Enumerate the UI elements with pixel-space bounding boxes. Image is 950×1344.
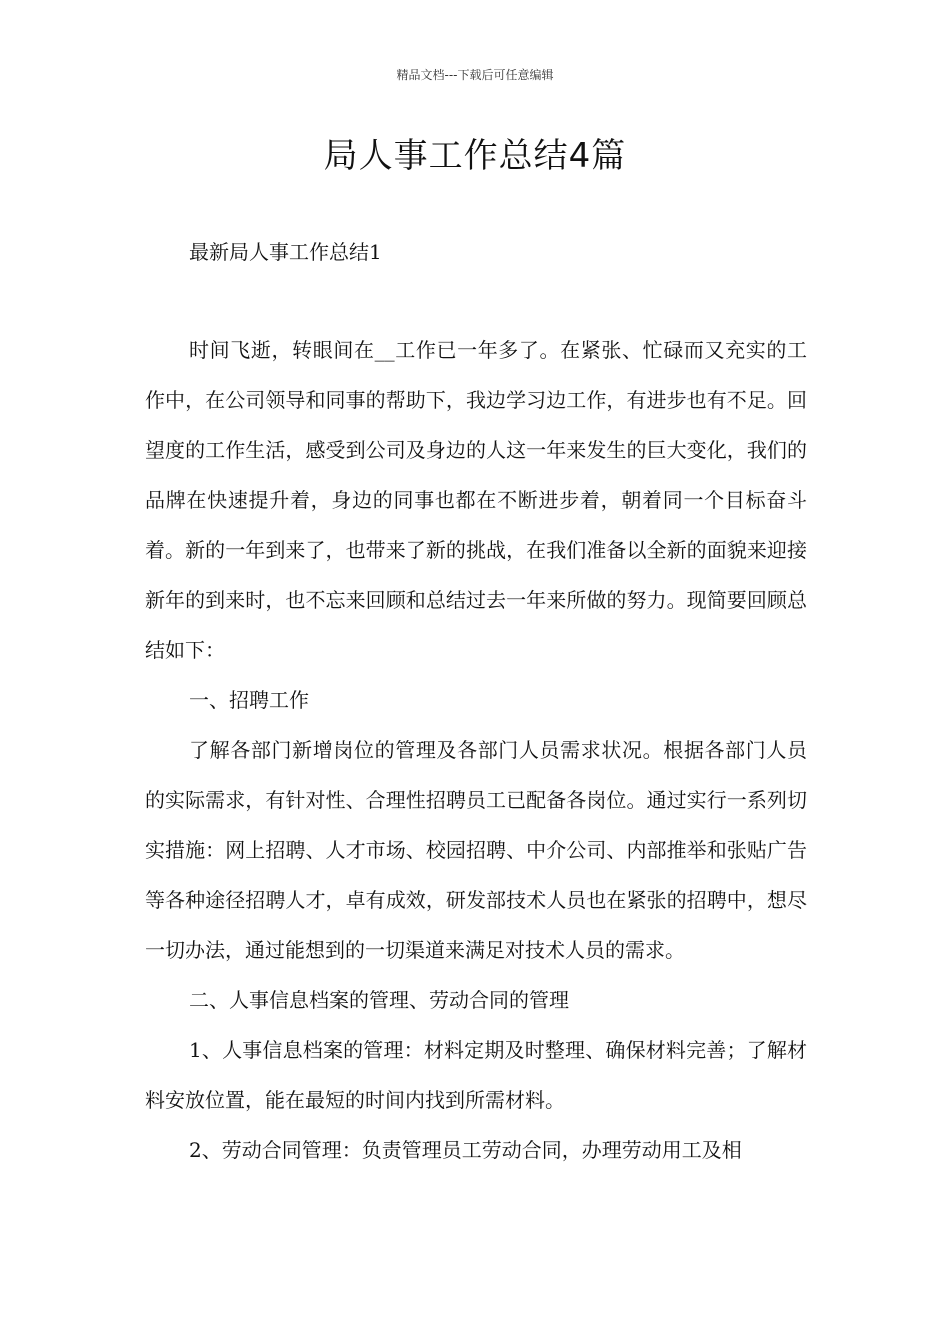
paragraph-contracts: 2、劳动合同管理：负责管理员工劳动合同，办理劳动用工及相 xyxy=(189,1138,742,1162)
section-subtitle: 最新局人事工作总结1 xyxy=(189,240,382,264)
document-body xyxy=(145,325,807,1175)
document-title: 局人事工作总结4篇 xyxy=(323,136,627,176)
paragraph-intro: 时间飞逝，转眼间在__工作已一年多了。在紧张、忙碌而又充实的工作中，在公司领导和同事的帮助下，我边学习边工作，有进步也有不足。回望度的工作生活，感受到公司及身边的人这一年来发生的巨大变化，我们的品牌在快速提升着，身边的同事也都在不断进步着，朝着同一个目标奋斗着。新的一年到来了，也带来了新的挑战，在我们准备以全新的面貌来迎接新年的到来时，也不忘来回顾和总结过去一年来所做的努力。现简要回顾总结如下： xyxy=(145,338,807,662)
heading-archives-contracts: 二、人事信息档案的管理、劳动合同的管理 xyxy=(189,988,569,1012)
paragraph-recruitment: 了解各部门新增岗位的管理及各部门人员需求状况。根据各部门人员的实际需求，有针对性、合理性招聘员工已配备各岗位。通过实行一系列切实措施：网上招聘、人才市场、校园招聘、中介公司、内部推举和张贴广告等各种途径招聘人才，卓有成效，研发部技术人员也在紧张的招聘中，想尽一切办法，通过能想到的一切渠道来满足对技术人员的需求。 xyxy=(145,738,807,962)
paragraph-archives: 1、人事信息档案的管理：材料定期及时整理、确保材料完善；了解材料安放位置，能在最短的时间内找到所需材料。 xyxy=(145,1038,807,1112)
header-note: 精品文档---下载后可任意编辑 xyxy=(396,68,554,82)
heading-recruitment: 一、招聘工作 xyxy=(189,688,309,712)
